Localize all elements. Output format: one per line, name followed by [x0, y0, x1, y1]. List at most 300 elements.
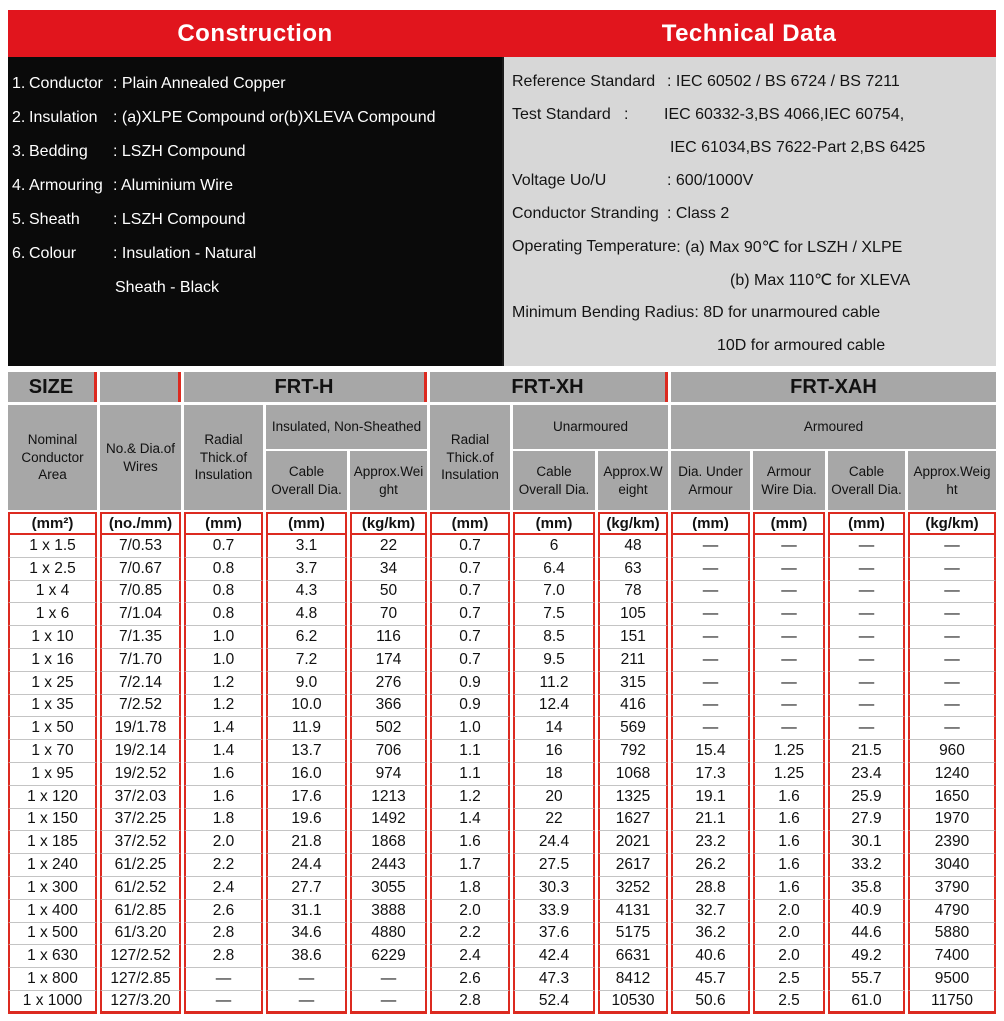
item-value: : Insulation - Natural: [113, 245, 257, 262]
cell-r12-c5: 1213: [350, 786, 427, 809]
col-header-text: Approx.Weight: [913, 463, 991, 497]
item-label: Bedding: [29, 143, 88, 160]
cell-r14-c9: 23.2: [671, 831, 750, 854]
cell-r10-c1: 1 x 70: [8, 740, 97, 763]
cell-r18-c7: 37.6: [513, 923, 595, 946]
cell-r9-c9: —: [671, 717, 750, 740]
cell-r12-c12: 1650: [908, 786, 996, 809]
cell-r13-c10: 1.6: [753, 809, 825, 832]
cell-r12-c7: 20: [513, 786, 595, 809]
cell-r18-c3: 2.8: [184, 923, 263, 946]
col-header-text: Cable Overall Dia.: [518, 463, 590, 497]
cell-r2-c3: 0.8: [184, 558, 263, 581]
cell-r8-c6: 0.9: [430, 695, 510, 718]
cell-r5-c9: —: [671, 626, 750, 649]
cell-r8-c11: —: [828, 695, 905, 718]
cell-r20-c4: —: [266, 968, 347, 991]
cell-r12-c6: 1.2: [430, 786, 510, 809]
cell-r7-c12: —: [908, 672, 996, 695]
cell-r1-c6: 0.7: [430, 535, 510, 558]
cell-r16-c2: 61/2.52: [100, 877, 181, 900]
cell-r19-c2: 127/2.52: [100, 945, 181, 968]
item-label: Conductor: [29, 75, 103, 92]
cell-r2-c1: 1 x 2.5: [8, 558, 97, 581]
col-header-cable-dia-frtxh: [513, 451, 595, 510]
cell-r5-c7: 8.5: [513, 626, 595, 649]
cell-r9-c6: 1.0: [430, 717, 510, 740]
unit-cell-col1: (mm²): [8, 512, 97, 535]
cell-r19-c3: 2.8: [184, 945, 263, 968]
cell-r3-c10: —: [753, 581, 825, 604]
tech-value: : IEC 60502 / BS 6724 / BS 7211: [667, 72, 900, 90]
item-label: Insulation: [29, 109, 98, 126]
cell-r9-c1: 1 x 50: [8, 717, 97, 740]
cell-r14-c4: 21.8: [266, 831, 347, 854]
cell-r6-c2: 7/1.70: [100, 649, 181, 672]
group-header-text: Insulated, Non-Sheathed: [271, 419, 422, 435]
tech-label: Operating Temperature: [512, 237, 677, 255]
tech-value: : IEC 60332-3,BS 4066,IEC 60754,: [624, 105, 905, 123]
cell-r21-c9: 50.6: [671, 991, 750, 1014]
cell-r15-c6: 1.7: [430, 854, 510, 877]
group-header-armoured: [671, 405, 996, 449]
cell-r19-c4: 38.6: [266, 945, 347, 968]
cell-r13-c4: 19.6: [266, 809, 347, 832]
item-value: : LSZH Compound: [113, 143, 246, 160]
cell-r17-c11: 40.9: [828, 900, 905, 923]
cell-r16-c9: 28.8: [671, 877, 750, 900]
cell-r10-c11: 21.5: [828, 740, 905, 763]
unit-cell-col5: (kg/km): [350, 512, 427, 535]
cell-r13-c7: 22: [513, 809, 595, 832]
col-header-cable-dia-frth: [266, 451, 347, 510]
cell-r7-c10: —: [753, 672, 825, 695]
cell-r6-c6: 0.7: [430, 649, 510, 672]
cell-r11-c5: 974: [350, 763, 427, 786]
cell-r5-c6: 0.7: [430, 626, 510, 649]
cell-r3-c7: 7.0: [513, 581, 595, 604]
cell-r10-c2: 19/2.14: [100, 740, 181, 763]
cell-r12-c10: 1.6: [753, 786, 825, 809]
cell-r7-c4: 9.0: [266, 672, 347, 695]
cell-r4-c5: 70: [350, 603, 427, 626]
cell-r19-c1: 1 x 630: [8, 945, 97, 968]
tech-line-test-standard-cont: IEC 61034,BS 7622-Part 2,BS 6425: [670, 138, 926, 156]
cell-r5-c11: —: [828, 626, 905, 649]
cell-r18-c8: 5175: [598, 923, 668, 946]
technical-data-title: Technical Data: [661, 19, 837, 47]
cell-r1-c3: 0.7: [184, 535, 263, 558]
cell-r20-c2: 127/2.85: [100, 968, 181, 991]
cell-r4-c11: —: [828, 603, 905, 626]
cell-r6-c7: 9.5: [513, 649, 595, 672]
cell-r7-c3: 1.2: [184, 672, 263, 695]
cell-r19-c11: 49.2: [828, 945, 905, 968]
item-value: : (a)XLPE Compound or(b)XLEVA Compound: [113, 109, 436, 126]
cell-r6-c1: 1 x 16: [8, 649, 97, 672]
tech-line-bending-radius: [512, 296, 996, 329]
cell-r2-c12: —: [908, 558, 996, 581]
cell-r5-c4: 6.2: [266, 626, 347, 649]
cell-r11-c7: 18: [513, 763, 595, 786]
unit-cell-col8: (kg/km): [598, 512, 668, 535]
cell-r11-c12: 1240: [908, 763, 996, 786]
col-header-weight-frtxah: [908, 451, 996, 510]
cell-r9-c3: 1.4: [184, 717, 263, 740]
item-label: Armouring: [29, 177, 103, 194]
cell-r8-c3: 1.2: [184, 695, 263, 718]
col-header-weight-frth: [350, 451, 427, 510]
tech-line-conductor-stranding: [512, 197, 996, 230]
cell-r15-c5: 2443: [350, 854, 427, 877]
cell-r14-c3: 2.0: [184, 831, 263, 854]
cell-r9-c7: 14: [513, 717, 595, 740]
cell-r12-c4: 17.6: [266, 786, 347, 809]
cell-r7-c11: —: [828, 672, 905, 695]
unit-cell-col4: (mm): [266, 512, 347, 535]
cell-r16-c6: 1.8: [430, 877, 510, 900]
cell-r14-c6: 1.6: [430, 831, 510, 854]
cell-r21-c10: 2.5: [753, 991, 825, 1014]
tech-value: : (a) Max 90℃ for LSZH / XLPE: [676, 238, 903, 256]
cell-r15-c10: 1.6: [753, 854, 825, 877]
cell-r20-c5: —: [350, 968, 427, 991]
cell-r8-c7: 12.4: [513, 695, 595, 718]
tech-line-reference-standard: [512, 65, 996, 98]
construction-item-sheath: [12, 203, 498, 237]
item-value: : Plain Annealed Copper: [113, 75, 286, 92]
cell-r11-c11: 23.4: [828, 763, 905, 786]
cell-r16-c10: 1.6: [753, 877, 825, 900]
cell-r9-c12: —: [908, 717, 996, 740]
cell-r11-c10: 1.25: [753, 763, 825, 786]
unit-cell-col7: (mm): [513, 512, 595, 535]
cell-r14-c12: 2390: [908, 831, 996, 854]
item-number: 3.: [12, 143, 26, 160]
col-header-cable-dia-frtxah: [828, 451, 905, 510]
cell-r21-c11: 61.0: [828, 991, 905, 1014]
cell-r14-c10: 1.6: [753, 831, 825, 854]
cell-r14-c11: 30.1: [828, 831, 905, 854]
cell-r1-c10: —: [753, 535, 825, 558]
cell-r6-c4: 7.2: [266, 649, 347, 672]
cell-r18-c10: 2.0: [753, 923, 825, 946]
cell-r21-c8: 10530: [598, 991, 668, 1014]
group-header-unarmoured: [513, 405, 668, 449]
cell-r8-c4: 10.0: [266, 695, 347, 718]
cell-r21-c12: 11750: [908, 991, 996, 1014]
cell-r8-c8: 416: [598, 695, 668, 718]
unit-cell-col10: (mm): [753, 512, 825, 535]
cell-r6-c12: —: [908, 649, 996, 672]
cell-r10-c4: 13.7: [266, 740, 347, 763]
cell-r9-c4: 11.9: [266, 717, 347, 740]
band-frt-h: FRT-H: [184, 372, 427, 402]
cell-r1-c5: 22: [350, 535, 427, 558]
info-panels: [8, 57, 996, 366]
cell-r14-c8: 2021: [598, 831, 668, 854]
cell-r7-c7: 11.2: [513, 672, 595, 695]
cell-r14-c7: 24.4: [513, 831, 595, 854]
item-value: : Aluminium Wire: [113, 177, 234, 194]
unit-cell-col6: (mm): [430, 512, 510, 535]
cell-r7-c9: —: [671, 672, 750, 695]
cell-r11-c1: 1 x 95: [8, 763, 97, 786]
construction-banner: [8, 10, 502, 57]
col-header-text: Cable Overall Dia.: [831, 463, 902, 497]
cell-r10-c10: 1.25: [753, 740, 825, 763]
cell-r4-c6: 0.7: [430, 603, 510, 626]
col-header-radial-frtxh: [430, 405, 510, 510]
cell-r2-c8: 63: [598, 558, 668, 581]
cell-r21-c2: 127/3.20: [100, 991, 181, 1014]
cell-r19-c10: 2.0: [753, 945, 825, 968]
cell-r20-c3: —: [184, 968, 263, 991]
header-banner: [8, 10, 996, 57]
cell-r2-c2: 7/0.67: [100, 558, 181, 581]
col-header-text: Radial Thick.of Insulation: [194, 431, 253, 483]
spec-table: [8, 372, 996, 1014]
cell-r3-c2: 7/0.85: [100, 581, 181, 604]
band-frt-xh: FRT-XH: [430, 372, 668, 402]
cell-r18-c12: 5880: [908, 923, 996, 946]
band-size: SIZE: [8, 372, 97, 402]
cell-r3-c5: 50: [350, 581, 427, 604]
cell-r3-c12: —: [908, 581, 996, 604]
cell-r8-c2: 7/2.52: [100, 695, 181, 718]
cell-r13-c5: 1492: [350, 809, 427, 832]
cell-r4-c1: 1 x 6: [8, 603, 97, 626]
cell-r6-c5: 174: [350, 649, 427, 672]
cell-r21-c4: —: [266, 991, 347, 1014]
cell-r5-c2: 7/1.35: [100, 626, 181, 649]
cell-r16-c11: 35.8: [828, 877, 905, 900]
cell-r6-c9: —: [671, 649, 750, 672]
cell-r21-c7: 52.4: [513, 991, 595, 1014]
cell-r16-c7: 30.3: [513, 877, 595, 900]
cell-r3-c9: —: [671, 581, 750, 604]
cell-r6-c10: —: [753, 649, 825, 672]
cell-r17-c9: 32.7: [671, 900, 750, 923]
cell-r20-c10: 2.5: [753, 968, 825, 991]
unit-cell-col2: (no./mm): [100, 512, 181, 535]
tech-value: : 600/1000V: [667, 171, 754, 189]
tech-value: : 8D for unarmoured cable: [694, 303, 881, 321]
cell-r17-c8: 4131: [598, 900, 668, 923]
cell-r6-c11: —: [828, 649, 905, 672]
cell-r4-c10: —: [753, 603, 825, 626]
unit-cell-col11: (mm): [828, 512, 905, 535]
cell-r17-c6: 2.0: [430, 900, 510, 923]
cell-r20-c8: 8412: [598, 968, 668, 991]
cell-r9-c8: 569: [598, 717, 668, 740]
cell-r16-c5: 3055: [350, 877, 427, 900]
item-number: 5.: [12, 211, 26, 228]
cell-r12-c11: 25.9: [828, 786, 905, 809]
cell-r18-c1: 1 x 500: [8, 923, 97, 946]
cell-r1-c4: 3.1: [266, 535, 347, 558]
tech-label: Minimum Bending Radius: [512, 303, 695, 321]
group-header-insulated-nonsheathed: [266, 405, 427, 449]
construction-item-conductor: [12, 67, 498, 101]
cell-r11-c9: 17.3: [671, 763, 750, 786]
item-label: Colour: [29, 245, 77, 262]
cell-r17-c12: 4790: [908, 900, 996, 923]
unit-cell-col3: (mm): [184, 512, 263, 535]
cell-r10-c9: 15.4: [671, 740, 750, 763]
cell-r6-c3: 1.0: [184, 649, 263, 672]
cell-r13-c2: 37/2.25: [100, 809, 181, 832]
construction-item-armouring: [12, 169, 498, 203]
col-header-text: Approx.Weight: [353, 463, 424, 497]
col-header-armour-wire-dia: [753, 451, 825, 510]
cell-r8-c5: 366: [350, 695, 427, 718]
cell-r3-c4: 4.3: [266, 581, 347, 604]
cell-r1-c2: 7/0.53: [100, 535, 181, 558]
cell-r1-c9: —: [671, 535, 750, 558]
construction-item-colour: [12, 237, 498, 271]
col-header-text: Armour Wire Dia.: [761, 463, 817, 497]
cell-r15-c2: 61/2.25: [100, 854, 181, 877]
cell-r9-c11: —: [828, 717, 905, 740]
cell-r11-c2: 19/2.52: [100, 763, 181, 786]
group-header-text: Armoured: [803, 419, 864, 435]
cell-r20-c6: 2.6: [430, 968, 510, 991]
cell-r8-c10: —: [753, 695, 825, 718]
cell-r8-c12: —: [908, 695, 996, 718]
cell-r10-c8: 792: [598, 740, 668, 763]
cell-r14-c5: 1868: [350, 831, 427, 854]
tech-line-bending-radius-cont: 10D for armoured cable: [717, 336, 886, 354]
cell-r7-c8: 315: [598, 672, 668, 695]
cell-r3-c1: 1 x 4: [8, 581, 97, 604]
cell-r6-c8: 211: [598, 649, 668, 672]
cell-r2-c7: 6.4: [513, 558, 595, 581]
technical-panel: [502, 57, 996, 366]
cell-r18-c11: 44.6: [828, 923, 905, 946]
cell-r21-c6: 2.8: [430, 991, 510, 1014]
item-label: Sheath: [29, 211, 80, 228]
cell-r13-c12: 1970: [908, 809, 996, 832]
col-header-dia-under-armour: [671, 451, 750, 510]
cell-r4-c7: 7.5: [513, 603, 595, 626]
cell-r13-c1: 1 x 150: [8, 809, 97, 832]
cell-r20-c12: 9500: [908, 968, 996, 991]
col-header-text: Dia. Under Armour: [678, 463, 743, 497]
cell-r14-c2: 37/2.52: [100, 831, 181, 854]
cell-r21-c1: 1 x 1000: [8, 991, 97, 1014]
cell-r1-c8: 48: [598, 535, 668, 558]
cell-r17-c4: 31.1: [266, 900, 347, 923]
cell-r5-c1: 1 x 10: [8, 626, 97, 649]
cell-r4-c9: —: [671, 603, 750, 626]
cell-r18-c2: 61/3.20: [100, 923, 181, 946]
cell-r12-c8: 1325: [598, 786, 668, 809]
cell-r17-c5: 3888: [350, 900, 427, 923]
cell-r18-c5: 4880: [350, 923, 427, 946]
cell-r16-c12: 3790: [908, 877, 996, 900]
col-header-text: Cable Overall Dia.: [271, 463, 342, 497]
cell-r1-c12: —: [908, 535, 996, 558]
tech-line-test-standard: [512, 98, 996, 131]
cell-r19-c12: 7400: [908, 945, 996, 968]
cell-r16-c1: 1 x 300: [8, 877, 97, 900]
cell-r7-c6: 0.9: [430, 672, 510, 695]
item-value: : LSZH Compound: [113, 211, 246, 228]
cell-r15-c1: 1 x 240: [8, 854, 97, 877]
cell-r17-c3: 2.6: [184, 900, 263, 923]
cell-r3-c8: 78: [598, 581, 668, 604]
cell-r4-c8: 105: [598, 603, 668, 626]
cell-r3-c6: 0.7: [430, 581, 510, 604]
col-header-text: No.& Dia.of Wires: [105, 440, 176, 474]
cell-r10-c12: 960: [908, 740, 996, 763]
cell-r11-c6: 1.1: [430, 763, 510, 786]
tech-label: Test Standard: [512, 105, 611, 123]
cell-r15-c7: 27.5: [513, 854, 595, 877]
construction-item-colour-sheath: Sheath - Black: [115, 279, 220, 296]
cell-r7-c5: 276: [350, 672, 427, 695]
cell-r4-c2: 7/1.04: [100, 603, 181, 626]
cell-r19-c8: 6631: [598, 945, 668, 968]
group-header-text: Unarmoured: [552, 419, 629, 435]
cell-r13-c9: 21.1: [671, 809, 750, 832]
tech-label: Conductor Stranding: [512, 204, 659, 222]
cell-r5-c3: 1.0: [184, 626, 263, 649]
cell-r8-c9: —: [671, 695, 750, 718]
col-header-text: Radial Thick.of Insulation: [441, 431, 499, 483]
cell-r2-c5: 34: [350, 558, 427, 581]
item-number: 1.: [12, 75, 26, 92]
cell-r3-c3: 0.8: [184, 581, 263, 604]
cell-r5-c12: —: [908, 626, 996, 649]
cell-r3-c11: —: [828, 581, 905, 604]
cell-r5-c5: 116: [350, 626, 427, 649]
cell-r1-c1: 1 x 1.5: [8, 535, 97, 558]
cell-r15-c3: 2.2: [184, 854, 263, 877]
construction-item-bedding: [12, 135, 498, 169]
cell-r10-c7: 16: [513, 740, 595, 763]
cell-r18-c6: 2.2: [430, 923, 510, 946]
cell-r5-c8: 151: [598, 626, 668, 649]
tech-label: Voltage Uo/U: [512, 171, 607, 189]
cell-r8-c1: 1 x 35: [8, 695, 97, 718]
cell-r15-c8: 2617: [598, 854, 668, 877]
cell-r13-c3: 1.8: [184, 809, 263, 832]
cell-r15-c11: 33.2: [828, 854, 905, 877]
cell-r13-c11: 27.9: [828, 809, 905, 832]
cell-r1-c11: —: [828, 535, 905, 558]
cell-r4-c3: 0.8: [184, 603, 263, 626]
col-header-radial-frth: [184, 405, 263, 510]
item-number: 6.: [12, 245, 26, 262]
cell-r2-c4: 3.7: [266, 558, 347, 581]
cell-r15-c4: 24.4: [266, 854, 347, 877]
item-number: 2.: [12, 109, 26, 126]
cell-r17-c2: 61/2.85: [100, 900, 181, 923]
cell-r11-c4: 16.0: [266, 763, 347, 786]
construction-panel: [8, 57, 502, 366]
cell-r21-c5: —: [350, 991, 427, 1014]
band-blank: [100, 372, 181, 402]
unit-cell-col9: (mm): [671, 512, 750, 535]
cell-r4-c4: 4.8: [266, 603, 347, 626]
unit-cell-col12: (kg/km): [908, 512, 996, 535]
cell-r20-c9: 45.7: [671, 968, 750, 991]
cell-r19-c5: 6229: [350, 945, 427, 968]
cell-r13-c8: 1627: [598, 809, 668, 832]
cell-r11-c8: 1068: [598, 763, 668, 786]
